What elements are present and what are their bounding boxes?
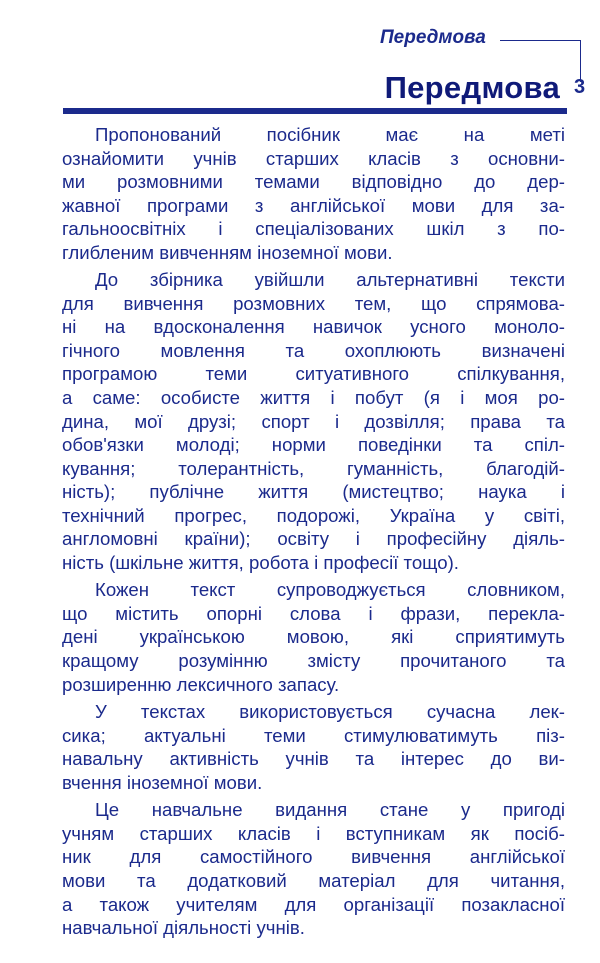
chapter-title: Передмова — [384, 70, 560, 105]
text-line: ми розмовними темами відповідно до дер- — [62, 171, 565, 193]
running-head-rule — [500, 40, 580, 41]
text-line: ні на вдосконалення навичок усного моноло- — [62, 316, 565, 338]
text-line: У текстах використовується сучасна лек- — [95, 701, 565, 723]
text-line: Пропонований посібник має на меті — [95, 124, 565, 145]
running-head-title: Передмова — [380, 27, 486, 48]
text-line: Кожен текст супроводжується словником, — [95, 579, 565, 601]
text-line: для вивчення розмовних тем, що спрямова- — [62, 292, 565, 314]
text-line: ність (шкільне життя, робота і професії тощо). — [62, 551, 459, 573]
text-line: гальноосвітніх і спеціалізованих шкіл з по- — [62, 218, 565, 240]
text-line: навальну активність учнів та інтерес до ви- — [62, 748, 565, 770]
text-line: мови та додатковий матеріал для читання, — [62, 869, 565, 891]
paragraph-3 — [62, 578, 565, 696]
text-line: ознайомити учнів старших класів з основни- — [62, 147, 565, 169]
text-line: дені українською мовою, які сприятимуть — [62, 626, 565, 648]
body-text — [62, 123, 565, 944]
text-line: кращому розумінню змісту прочитаного та — [62, 650, 565, 672]
title-underline-bar — [63, 108, 567, 114]
page-number: 3 — [574, 76, 586, 98]
paragraph-5 — [62, 798, 565, 939]
text-line: сика; актуальні теми стимулюватимуть пiз- — [62, 724, 565, 746]
text-line: а саме: особисте життя і побут (я і моя ро- — [62, 387, 565, 409]
text-line: глибленим вивченням іноземної мови. — [62, 241, 393, 263]
text-line: дина, мої друзі; спорт і дозвілля; права та — [62, 410, 565, 432]
text-line: розширенню лексичного запасу. — [62, 673, 340, 695]
text-line: Це навчальне видання стане у пригоді — [95, 799, 565, 821]
text-line: учням старших класів і вступникам як посіб- — [62, 822, 565, 844]
text-line: вчення іноземної мови. — [62, 771, 263, 793]
text-line: англомовні країни); освіту і професійну діяль- — [62, 528, 565, 550]
paragraph-2 — [62, 268, 565, 574]
text-line: ність); публічне життя (мистецтво; наука і — [62, 481, 565, 503]
text-line: кування; толерантність, гуманність, благодій- — [62, 457, 565, 479]
text-line: а також учителям для організації позакласної — [62, 893, 565, 915]
paragraph-4 — [62, 700, 565, 794]
text-line: гічного мовлення та охоплюють визначені — [62, 339, 565, 361]
text-line: До збірника увійшли альтернативні тексти — [95, 269, 565, 291]
text-line: програмою теми ситуативного спілкування, — [62, 363, 565, 385]
text-line: жавної програми з англійської мови для за- — [62, 194, 565, 216]
text-line: технічний прогрес, подорожі, Україна у світі, — [62, 504, 565, 526]
text-line: що містить опорні слова і фрази, перекла- — [62, 602, 565, 624]
text-line: ник для самостійного вивчення англійської — [62, 846, 565, 868]
text-line: обов'язки молоді; норми поведінки та спіл- — [62, 434, 565, 456]
text-line: навчальної діяльності учнів. — [62, 917, 305, 939]
paragraph-1 — [62, 123, 565, 264]
